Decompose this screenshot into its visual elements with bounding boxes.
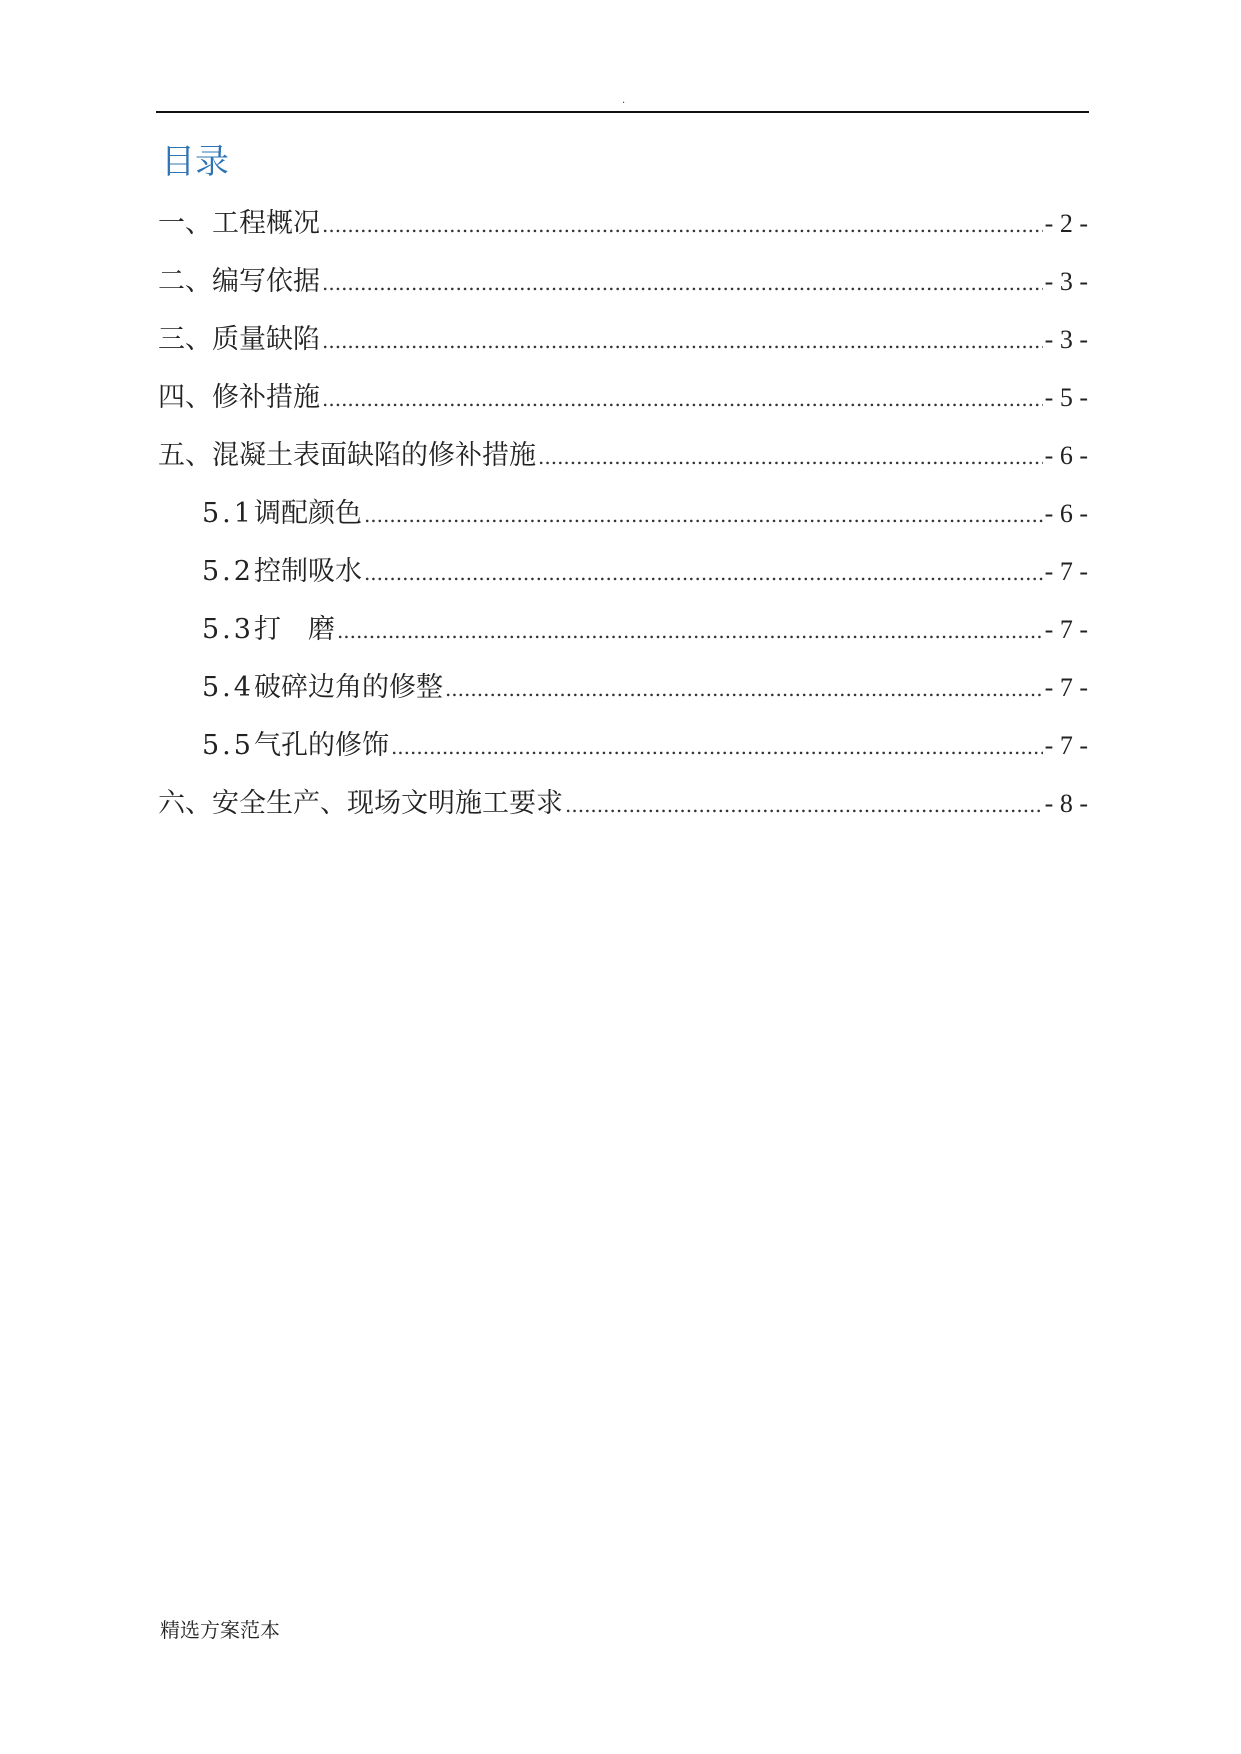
toc-entry-2[interactable] (158, 262, 1088, 302)
toc-entry-label: 五、混凝土表面缺陷的修补措施 (158, 440, 536, 471)
toc-entry-label: 三、质量缺陷 (158, 324, 320, 355)
toc-entry-page: - 2 - (1044, 209, 1088, 238)
toc-entry-page: - 7 - (1044, 615, 1088, 644)
toc-entry-label: 调配颜色 (253, 498, 362, 529)
toc-dot-leader (322, 379, 1043, 419)
toc-entry-label: 气孔的修饰 (253, 730, 389, 761)
toc-entry-1[interactable] (158, 204, 1088, 244)
toc-dot-leader (364, 553, 1043, 593)
toc-entry-number: 5.1 (202, 498, 254, 529)
toc-entry-page: - 6 - (1044, 499, 1088, 528)
toc-entry-page: - 6 - (1044, 441, 1088, 470)
toc-entry-label: 一、工程概况 (158, 208, 320, 239)
toc-entry-label: 破碎边角的修整 (253, 672, 443, 703)
toc-entry-page: - 3 - (1044, 325, 1088, 354)
toc-entry-page: - 7 - (1044, 557, 1088, 586)
toc-entry-label: 六、安全生产、现场文明施工要求 (158, 788, 563, 819)
toc-entry-3[interactable] (158, 320, 1088, 360)
toc-dot-leader (322, 321, 1043, 361)
header-mark: . (622, 95, 626, 106)
header-rule (156, 111, 1089, 113)
toc-subentry-5-1[interactable] (202, 494, 1088, 534)
toc-entry-4[interactable] (158, 378, 1088, 418)
toc-dot-leader (391, 727, 1043, 767)
toc-title: 目录 (161, 142, 229, 182)
toc-dot-leader (538, 437, 1043, 477)
toc-dot-leader (337, 611, 1043, 651)
toc-subentry-5-4[interactable] (202, 668, 1088, 708)
toc-subentry-5-2[interactable] (202, 552, 1088, 592)
toc-entry-number: 5.3 (202, 614, 254, 645)
toc-entry-6[interactable] (158, 784, 1088, 824)
toc-entry-page: - 8 - (1044, 789, 1088, 818)
toc-entry-label: 控制吸水 (253, 556, 362, 587)
toc-entry-number: 5.5 (202, 730, 254, 761)
toc-entry-5[interactable] (158, 436, 1088, 476)
toc-entry-page: - 7 - (1044, 731, 1088, 760)
toc-entry-number: 5.2 (202, 556, 254, 587)
toc-entry-page: - 7 - (1044, 673, 1088, 702)
toc-entry-label: 二、编写依据 (158, 266, 320, 297)
toc-entry-label: 打 磨 (253, 614, 335, 645)
toc-subentry-5-5[interactable] (202, 726, 1088, 766)
toc-entry-label: 四、修补措施 (158, 382, 320, 413)
toc-dot-leader (364, 495, 1043, 535)
toc-entry-page: - 3 - (1044, 267, 1088, 296)
toc-entry-page: - 5 - (1044, 383, 1088, 412)
toc-dot-leader (322, 205, 1043, 245)
footer-text: 精选方案范本 (160, 1618, 280, 1642)
toc-dot-leader (322, 263, 1043, 303)
toc-dot-leader (445, 669, 1043, 709)
toc-entry-number: 5.4 (202, 672, 254, 703)
toc-dot-leader (565, 785, 1043, 825)
toc-subentry-5-3[interactable] (202, 610, 1088, 650)
